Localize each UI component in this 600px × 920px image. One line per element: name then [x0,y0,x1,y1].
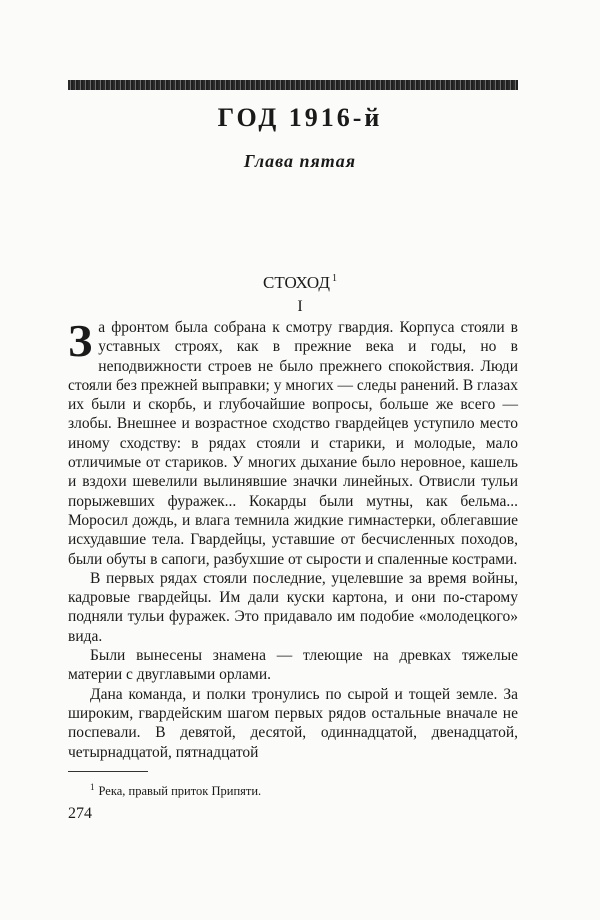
body-text [68,315,518,762]
header-ornamental-rule [68,80,518,90]
chapter-title: Глава пятая [243,151,357,171]
section-title [0,273,600,293]
footnote-divider [68,771,148,772]
drop-cap: З [68,315,93,366]
paragraph-3: Были вынесены знамена — тлеющие на древках тяжелые материи с двуглавыми орлами. [68,647,518,684]
section-number: I [297,298,303,315]
footnote-text: Река, правый приток Припяти. [98,784,262,799]
paragraph-1 [68,315,518,569]
paragraph-1-text: а фронтом была собрана к смотру гвардия. Корпуса стояли в уставных строях, как в прежние века и годы, но в неподвижности строев не было прежнего спокойствия. Люди стояли без прежней выправки; у многих — следы ранений. В глазах их были и скорбь, и глубочайшие вопросы, больше же всего — злобы. Внешнее и возрастное сходство гвардейцев уступило место иному сходству: в рядах стояли и старики, и молодые, мало отличимые от стариков. У многих дыхание было неровное, кашель и вздохи шевелили вылинявшие значки линейных. Отвисли тульи порыжевших фуражек... Кокарды были мутны, как бельма... Моросил дождь, и влага темнила жидкие гимнастерки, облегавшие исхудавшие тела. Гвардейцы, уставшие от бесчисленных походов, были обуты в сапоги, разбухшие от сырости и спаленные кострами. [68,319,518,568]
paragraph-4: Дана команда, и полки тронулись по сырой и тощей земле. За широким, гвардейским шагом первых рядов остальные вначале не поспевали. В девятой, десятой, одиннадцатой, двенадцатой, четырнадцатой, пятнадцатой [68,685,518,761]
footnote [90,782,261,799]
section-title-text: СТОХОД [263,273,330,292]
section-footnote-mark: 1 [331,273,337,285]
footnote-mark: 1 [90,782,95,792]
page-number: 274 [68,805,92,822]
part-title: ГОД 1916-й [217,103,383,132]
paragraph-2: В первых рядах стояли последние, уцелевшие за время войны, кадровые гвардейцы. Им дали куски картона, и они по-старому подняли тульи фуражек. Это придавало им подобие «молодецкого» вида. [68,569,518,645]
